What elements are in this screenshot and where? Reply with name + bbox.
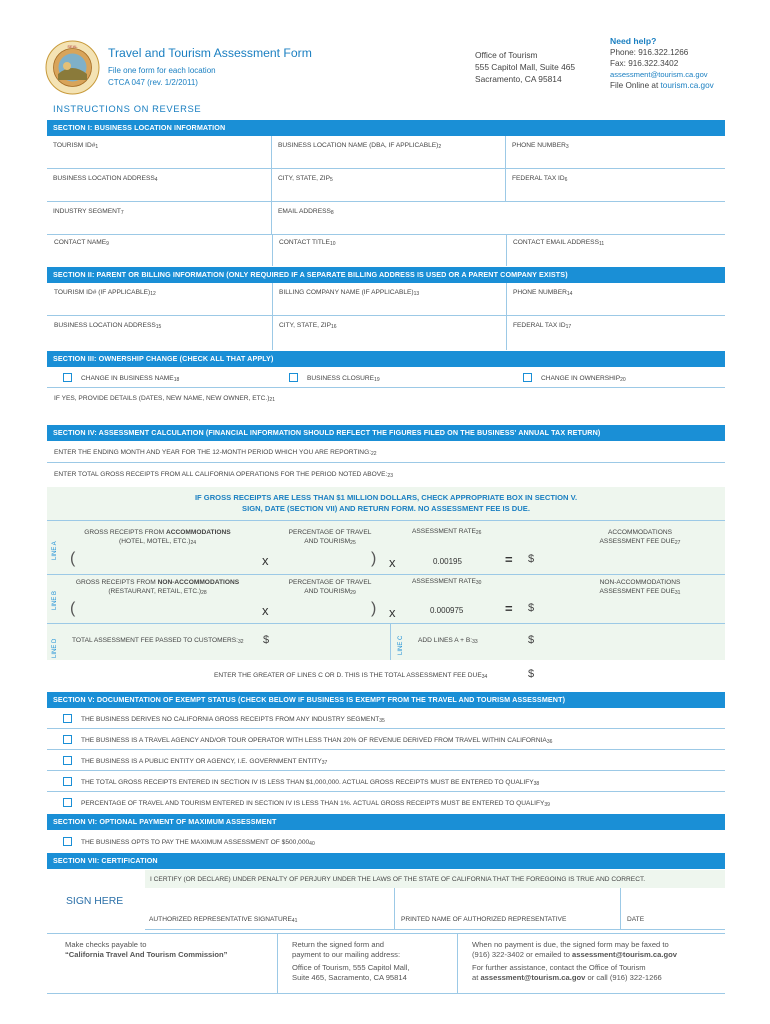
parent-address-field[interactable]: [47, 316, 273, 350]
section2-row1: [47, 283, 725, 316]
line-b-pct-input[interactable]: [285, 600, 380, 620]
change-name-label: CHANGE IN BUSINESS NAME: [81, 375, 174, 382]
help-file-online: [610, 80, 714, 91]
exempt-item: [47, 708, 725, 729]
parent-tax-id-label: FEDERAL TAX ID: [513, 322, 566, 329]
exempt-item: [47, 750, 725, 771]
parent-tourism-id-field[interactable]: [47, 283, 273, 315]
phone-field[interactable]: [506, 136, 725, 168]
line-c-input[interactable]: [528, 634, 718, 650]
a-fee-text1: ACCOMMODATIONS: [608, 529, 672, 536]
section3-title: SECTION III: OWNERSHIP CHANGE: [53, 354, 178, 363]
help-fax: Fax: 916.322.3402: [610, 59, 679, 68]
max-assessment-label: THE BUSINESS OPTS TO PAY THE MAXIMUM ASSESSMENT OF $500,000: [81, 839, 310, 846]
exempt-text: THE BUSINESS DERIVES NO CALIFORNIA GROSS RECEIPTS FROM ANY INDUSTRY SEGMENT: [81, 716, 380, 723]
total-fee-label: ENTER THE GREATER OF LINES C OR D. THIS IS THE TOTAL ASSESSMENT FEE DUE: [214, 672, 482, 679]
notice-line1: IF GROSS RECEIPTS ARE LESS THAN $1 MILLION DOLLARS, CHECK APPROPRIATE BOX IN SECTION V.: [194, 493, 578, 502]
field-number: 6: [564, 177, 568, 183]
business-name-field[interactable]: [272, 136, 506, 168]
city-field[interactable]: [272, 169, 506, 201]
line-a-gross-input[interactable]: [70, 550, 260, 570]
exempt-checkbox[interactable]: [63, 798, 72, 807]
contact-email-field[interactable]: [507, 235, 725, 266]
field-number: 16: [331, 324, 337, 330]
section1-row1: [47, 136, 725, 169]
billing-name-field[interactable]: [273, 283, 507, 315]
office-line3: Sacramento, CA 95814: [475, 74, 562, 84]
contact-email-label: CONTACT EMAIL ADDRESS: [513, 239, 599, 246]
exempt-text: THE BUSINESS IS A PUBLIC ENTITY OR AGENCY, I.E. GOVERNMENT ENTITY: [81, 758, 322, 765]
line-b-gross-input[interactable]: [70, 600, 260, 620]
assist-email-link[interactable]: assessment@tourism.ca.gov: [480, 973, 586, 982]
line-a-rate-value: 0.00195: [433, 557, 462, 566]
calc-divider-top: [47, 520, 725, 521]
line-a-pct-label: [270, 528, 390, 547]
details-label: IF YES, PROVIDE DETAILS (DATES, NEW NAME, NEW OWNER, ETC.): [54, 395, 270, 402]
field-number: 23: [387, 473, 393, 479]
assist-prefix: at: [472, 973, 481, 982]
field-number: 9: [106, 241, 109, 247]
exempt-text: THE BUSINESS IS A TRAVEL AGENCY AND/OR TOUR OPERATOR WITH LESS THAN 20% OF REVENUE DERIVED FROM TRAVEL WITHIN CALIFORNIA: [81, 737, 547, 744]
line-a-marker: LINE A: [52, 541, 58, 560]
section2-bar: [47, 267, 725, 283]
industry-label: INDUSTRY SEGMENT: [53, 208, 121, 215]
d-text: TOTAL ASSESSMENT FEE PASSED TO CUSTOMERS:: [72, 637, 238, 644]
svg-text:SEAL: SEAL: [67, 44, 78, 49]
close-paren: ): [371, 550, 377, 567]
tourism-id-label: TOURISM ID#: [53, 142, 96, 149]
section1-row2: [47, 169, 725, 202]
exempt-text: THE TOTAL GROSS RECEIPTS ENTERED IN SECTION IV IS LESS THAN $1,000,000. ACTUAL GROSS RECEIPTS MUST BE ENTERED TO QUALIFY: [81, 779, 534, 786]
footer-col-divider: [457, 934, 458, 994]
field-number: 31: [674, 590, 681, 596]
field-number: 25: [350, 540, 356, 546]
phone-label: PHONE NUMBER: [512, 142, 566, 149]
form-title: Travel and Tourism Assessment Form: [108, 46, 312, 60]
office-address: [475, 49, 575, 85]
industry-field[interactable]: [47, 202, 272, 234]
section4-row-ending[interactable]: [47, 441, 725, 463]
change-name-checkbox[interactable]: [63, 373, 72, 382]
a-gross-text: GROSS RECEIPTS FROM: [84, 529, 166, 536]
field-number: 7: [120, 210, 124, 216]
line-b-rate-value: 0.000975: [430, 606, 464, 615]
exempt-checkbox[interactable]: [63, 735, 72, 744]
field-number: 34: [481, 674, 488, 680]
checks-payable-line2: “California Travel And Tourism Commission”: [65, 950, 228, 959]
address-field[interactable]: [47, 169, 272, 201]
business-closure-checkbox[interactable]: [289, 373, 298, 382]
contact-name-label: CONTACT NAME: [54, 239, 107, 246]
help-title: Need help?: [610, 36, 657, 46]
exempt-checkbox[interactable]: [63, 756, 72, 765]
dollar-sign: $: [528, 668, 535, 680]
fax-line1: When no payment is due, the signed form may be faxed to: [472, 940, 669, 949]
line-a-fee-label: [560, 528, 720, 547]
field-number: 13: [413, 291, 420, 297]
a-rate-text: ASSESSMENT RATE: [412, 528, 476, 535]
times-sign-b1: x: [262, 603, 269, 618]
field-number: 3: [565, 144, 569, 150]
file-online-prefix: File Online at: [610, 81, 661, 90]
field-number: 2: [438, 144, 442, 150]
line-b-fee-label: [560, 578, 720, 597]
form-subtitle: File one form for each location: [108, 66, 216, 75]
section4-title: SECTION IV: ASSESSMENT CALCULATION: [53, 428, 204, 437]
exempt-item: [47, 792, 725, 813]
section3-row1: [47, 367, 725, 388]
line-c-label: [418, 637, 478, 644]
return-line2: payment to our mailing address:: [292, 950, 401, 959]
line-a-fee-input[interactable]: [528, 553, 718, 569]
calc-divider-bd: [47, 623, 725, 624]
total-fee-input[interactable]: [528, 668, 718, 684]
tax-id-label: FEDERAL TAX ID: [512, 175, 565, 182]
file-online-link[interactable]: tourism.ca.gov: [660, 81, 714, 90]
open-paren: (: [70, 550, 76, 567]
field-number: 8: [330, 210, 334, 216]
section7-bar: SECTION VII: CERTIFICATION: [47, 853, 725, 869]
fax-email-link[interactable]: assessment@tourism.ca.gov: [572, 950, 677, 959]
line-cd-divider: [390, 624, 391, 660]
tourism-id-field[interactable]: [47, 136, 272, 168]
b-pct-text2: AND TOURISM: [304, 588, 351, 595]
dollar-sign: $: [528, 634, 535, 646]
billing-name-label: BILLING COMPANY NAME (IF APPLICABLE): [279, 289, 414, 296]
equals-sign-b: =: [505, 601, 513, 616]
line-b-marker: LINE B: [52, 590, 58, 610]
parent-phone-label: PHONE NUMBER: [513, 289, 567, 296]
section6-bar: SECTION VI: OPTIONAL PAYMENT OF MAXIMUM ASSESSMENT: [47, 814, 725, 830]
city-label: CITY, STATE, ZIP: [278, 175, 331, 182]
state-seal: [45, 40, 100, 95]
line-d-label: [72, 637, 244, 644]
line-d-marker: LINE D: [52, 638, 58, 658]
field-number: 36: [546, 739, 553, 745]
field-number: 27: [674, 540, 681, 546]
sign-here-label: SIGN HERE: [66, 896, 124, 907]
business-name-label: BUSINESS LOCATION NAME (DBA, IF APPLICABLE): [278, 142, 439, 149]
field-number: 22: [371, 451, 377, 457]
a-fee-text2: ASSESSMENT FEE DUE: [599, 538, 675, 545]
b-gross-bold: NON-ACCOMMODATIONS: [157, 579, 240, 586]
max-assessment-row: [47, 830, 725, 852]
footer-panel: [47, 934, 725, 994]
calc-notice: [47, 492, 725, 514]
field-number: 1: [95, 144, 99, 150]
b-fee-text1: NON-ACCOMMODATIONS: [599, 579, 681, 586]
assist-line1: For further assistance, contact the Office of Tourism: [472, 963, 646, 972]
address-label: BUSINESS LOCATION ADDRESS: [53, 175, 155, 182]
change-ownership-checkbox[interactable]: [523, 373, 532, 382]
dollar-sign: $: [263, 634, 270, 646]
section4-note: (FINANCIAL INFORMATION SHOULD REFLECT THE FIGURES FILED ON THE BUSINESS' ANNUAL TAX RETURN): [203, 428, 601, 437]
notice-line2: SIGN, DATE (SECTION VII) AND RETURN FORM. NO ASSESSMENT FEE IS DUE.: [242, 504, 530, 513]
section3-bar: [47, 351, 725, 367]
field-number: 10: [329, 241, 336, 247]
line-b-rate-label: [412, 578, 481, 585]
max-assessment-checkbox[interactable]: [63, 837, 72, 846]
calc-divider-ab: [47, 574, 725, 575]
line-a-gross-label: [70, 528, 245, 547]
form-revision: CTCA 047 (rev. 1/2/2011): [108, 78, 198, 87]
section5-note: (CHECK BELOW IF BUSINESS IS EXEMPT FROM THE TRAVEL AND TOURISM ASSESSMENT): [235, 695, 566, 704]
email-label: EMAIL ADDRESS: [278, 208, 331, 215]
line-a-pct-input[interactable]: [285, 550, 380, 570]
date-field[interactable]: [621, 888, 725, 930]
field-number: 24: [190, 540, 196, 546]
field-number: 20: [620, 377, 626, 383]
exempt-text: PERCENTAGE OF TRAVEL AND TOURISM ENTERED IN SECTION IV IS LESS THAN 1%. ACTUAL GROSS RECEIPTS MUST BE ENTERED TO QUALIFY: [81, 800, 545, 807]
dollar-sign: $: [528, 602, 535, 614]
printed-name-label: PRINTED NAME OF AUTHORIZED REPRESENTATIVE: [401, 916, 567, 923]
checks-payable-line1: Make checks payable to: [65, 940, 147, 949]
field-number: 21: [269, 397, 275, 403]
a-pct-text1: PERCENTAGE OF TRAVEL: [288, 529, 372, 536]
field-number: 4: [154, 177, 158, 183]
line-b-fee-input[interactable]: [528, 602, 718, 618]
times-sign-b2: x: [389, 605, 396, 620]
return-line1: Return the signed form and: [292, 940, 385, 949]
b-gross-text: GROSS RECEIPTS FROM: [75, 579, 158, 586]
section4-bar: [47, 425, 725, 441]
footer-col-divider: [277, 934, 278, 994]
return-line3: Office of Tourism, 555 Capitol Mall,: [292, 963, 410, 972]
field-number: 35: [379, 718, 385, 724]
ending-month-label: ENTER THE ENDING MONTH AND YEAR FOR THE 12-MONTH PERIOD WHICH YOU ARE REPORTING:: [54, 449, 372, 456]
contact-title-field[interactable]: [273, 235, 507, 266]
email-field[interactable]: [272, 202, 725, 234]
section5-title: SECTION V: DOCUMENTATION OF EXEMPT STATUS: [53, 695, 236, 704]
help-box: [610, 36, 714, 91]
line-a-rate-label: [412, 528, 481, 535]
field-number: 17: [565, 324, 572, 330]
parent-city-field[interactable]: [273, 316, 507, 350]
section2-title: SECTION II: PARENT OR BILLING INFORMATION: [53, 270, 225, 279]
section3-row2[interactable]: [47, 388, 725, 423]
parent-tourism-id-label: TOURISM ID# (IF APPLICABLE): [54, 289, 151, 296]
exempt-checkbox[interactable]: [63, 777, 72, 786]
section5-bar: [47, 692, 725, 708]
section2-note: (ONLY REQUIRED IF A SEPARATE BILLING ADDRESS IS USED OR A PARENT COMPANY EXISTS): [224, 270, 568, 279]
parent-phone-field[interactable]: [507, 283, 725, 315]
office-line2: 555 Capitol Mall, Suite 465: [475, 62, 576, 72]
field-number: 32: [238, 639, 244, 645]
field-number: 15: [155, 324, 162, 330]
section1-row3: [47, 202, 725, 235]
instructions-heading: INSTRUCTIONS ON REVERSE: [53, 103, 202, 114]
office-line1: Office of Tourism: [475, 50, 538, 60]
line-c-marker: LINE C: [398, 635, 404, 655]
help-email-link[interactable]: assessment@tourism.ca.gov: [610, 70, 708, 79]
field-number: 12: [150, 291, 156, 297]
printed-name-field[interactable]: [395, 888, 621, 930]
a-gross-bold: ACCOMMODATIONS: [165, 529, 231, 536]
section1-bar: SECTION I: BUSINESS LOCATION INFORMATION: [47, 120, 725, 136]
field-number: 33: [472, 639, 478, 645]
a-pct-text2: AND TOURISM: [304, 538, 351, 545]
exempt-list: [47, 708, 725, 813]
field-number: 29: [350, 590, 356, 596]
total-fee-row: [47, 660, 725, 688]
section4-row-gross[interactable]: [47, 463, 725, 487]
field-number: 28: [201, 590, 207, 596]
line-d-input[interactable]: [263, 634, 383, 650]
signature-label: AUTHORIZED REPRESENTATIVE SIGNATURE: [149, 916, 292, 923]
certify-text: I CERTIFY (OR DECLARE) UNDER PENALTY OF PERJURY UNDER THE LAWS OF THE STATE OF CALIFORNIA THAT THE FOREGOING IS TRUE AND CORRECT.: [150, 876, 646, 883]
exempt-item: [47, 771, 725, 792]
equals-sign-a: =: [505, 552, 513, 567]
signature-field[interactable]: [145, 888, 395, 930]
signature-row: [145, 888, 725, 930]
section3-note: (CHECK ALL THAT APPLY): [177, 354, 274, 363]
field-number: 14: [566, 291, 573, 297]
close-paren: ): [371, 600, 377, 617]
exempt-checkbox[interactable]: [63, 714, 72, 723]
b-rate-text: ASSESSMENT RATE: [412, 578, 476, 585]
date-label: DATE: [627, 916, 645, 923]
section2-row2: [47, 316, 725, 350]
open-paren: (: [70, 600, 76, 617]
section1-row4: [47, 235, 725, 266]
b-gross-text2: (RESTAURANT, RETAIL, ETC.): [108, 588, 202, 595]
exempt-item: [47, 729, 725, 750]
tax-id-field[interactable]: [506, 169, 725, 201]
field-number: 5: [330, 177, 333, 183]
contact-name-field[interactable]: [47, 235, 273, 266]
times-sign-a1: x: [262, 553, 269, 568]
field-number: 19: [374, 377, 380, 383]
b-fee-text2: ASSESSMENT FEE DUE: [599, 588, 675, 595]
dollar-sign: $: [528, 553, 535, 565]
business-closure-label: BUSINESS CLOSURE: [307, 375, 375, 382]
a-gross-text2: (HOTEL, MOTEL, ETC.): [119, 538, 191, 545]
return-line4: Suite 465, Sacramento, CA 95814: [292, 973, 407, 982]
total-gross-label: ENTER TOTAL GROSS RECEIPTS FROM ALL CALIFORNIA OPERATIONS FOR THE PERIOD NOTED ABOVE:: [54, 471, 388, 478]
field-number: 40: [309, 841, 315, 847]
field-number: 26: [475, 530, 482, 536]
change-ownership-label: CHANGE IN OWNERSHIP: [541, 375, 621, 382]
parent-tax-id-field[interactable]: [507, 316, 725, 350]
field-number: 18: [173, 377, 180, 383]
help-phone: Phone: 916.322.1266: [610, 48, 689, 57]
c-text: ADD LINES A + B:: [418, 637, 473, 644]
field-number: 39: [544, 802, 550, 808]
parent-city-label: CITY, STATE, ZIP: [279, 322, 332, 329]
field-number: 41: [291, 918, 298, 924]
b-pct-text1: PERCENTAGE OF TRAVEL: [288, 579, 372, 586]
field-number: 30: [475, 580, 482, 586]
assist-phone: or call (916) 322-1266: [585, 973, 662, 982]
contact-title-label: CONTACT TITLE: [279, 239, 330, 246]
line-b-pct-label: [270, 578, 390, 597]
field-number: 11: [598, 241, 605, 247]
fax-line2: (916) 322-3402 or emailed to: [472, 950, 573, 959]
field-number: 37: [321, 760, 328, 766]
times-sign-a2: x: [389, 555, 396, 570]
line-b-gross-label: [65, 578, 250, 597]
parent-address-label: BUSINESS LOCATION ADDRESS: [54, 322, 156, 329]
field-number: 38: [533, 781, 540, 787]
